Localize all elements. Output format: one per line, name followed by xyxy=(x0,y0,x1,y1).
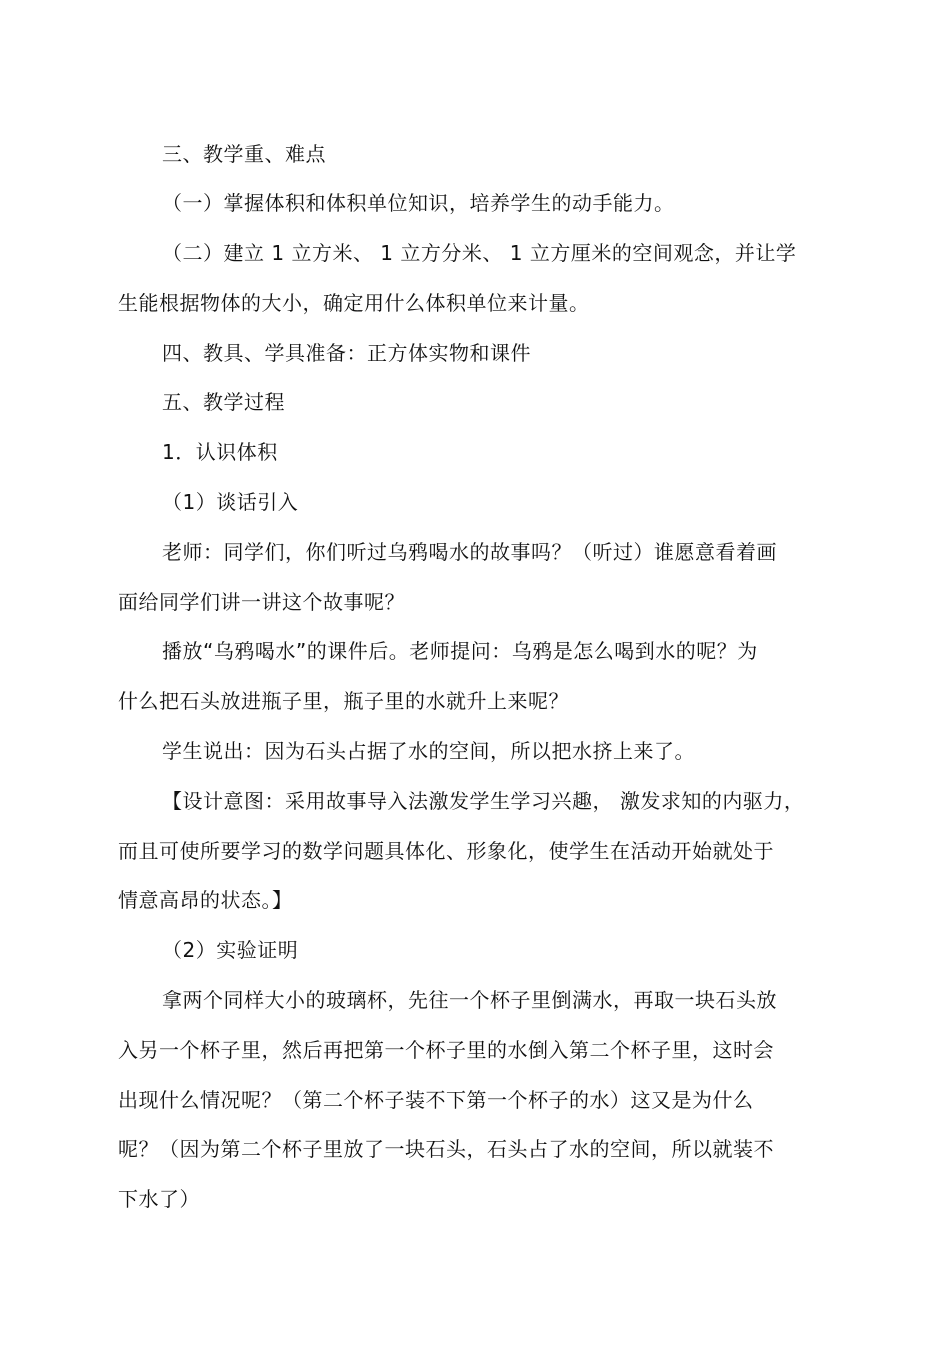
experiment-line-4: 呢？（因为第二个杯子里放了一块石头，石头占了水的空间，所以就装不 xyxy=(118,1137,774,1161)
teacher-question-line-2: 面给同学们讲一讲这个故事呢？ xyxy=(118,590,405,614)
teacher-question-line-1: 老师：同学们，你们听过乌鸦喝水的故事吗？（听过）谁愿意看着画 xyxy=(162,540,777,564)
design-intent-line-3: 情意高昂的状态。】 xyxy=(118,888,293,912)
subheading-conversation-intro: （1）谈话引入 xyxy=(162,490,299,514)
heading-teaching-focus: 三、教学重、难点 xyxy=(162,142,326,166)
focus-item-two-line-2: 生能根据物体的大小，确定用什么体积单位来计量。 xyxy=(118,291,590,315)
heading-materials: 四、教具、学具准备：正方体实物和课件 xyxy=(162,341,531,365)
experiment-line-2: 入另一个杯子里，然后再把第一个杯子里的水倒入第二个杯子里，这时会 xyxy=(118,1038,774,1062)
design-intent-line-2: 而且可使所要学习的数学问题具体化、形象化，使学生在活动开始就处于 xyxy=(118,839,774,863)
subheading-experiment: （2）实验证明 xyxy=(162,938,299,962)
courseware-question-line-1: 播放“乌鸦喝水”的课件后。老师提问：乌鸦是怎么喝到水的呢？为 xyxy=(162,639,758,663)
focus-item-one: （一）掌握体积和体积单位知识，培养学生的动手能力。 xyxy=(162,191,675,215)
courseware-question-line-2: 什么把石头放进瓶子里，瓶子里的水就升上来呢？ xyxy=(118,689,569,713)
experiment-line-1: 拿两个同样大小的玻璃杯，先往一个杯子里倒满水，再取一块石头放 xyxy=(162,988,777,1012)
experiment-line-3: 出现什么情况呢？（第二个杯子装不下第一个杯子的水）这又是为什么 xyxy=(118,1088,754,1112)
student-answer: 学生说出：因为石头占据了水的空间，所以把水挤上来了。 xyxy=(162,739,695,763)
focus-item-two-line-1: （二）建立 1 立方米、 1 立方分米、 1 立方厘米的空间观念，并让学 xyxy=(162,241,797,265)
subheading-understand-volume: 1．认识体积 xyxy=(162,440,278,464)
heading-teaching-process: 五、教学过程 xyxy=(162,390,285,414)
experiment-line-5: 下水了） xyxy=(118,1187,200,1211)
design-intent-line-1: 【设计意图：采用故事导入法激发学生学习兴趣， 激发求知的内驱力， xyxy=(162,789,805,813)
